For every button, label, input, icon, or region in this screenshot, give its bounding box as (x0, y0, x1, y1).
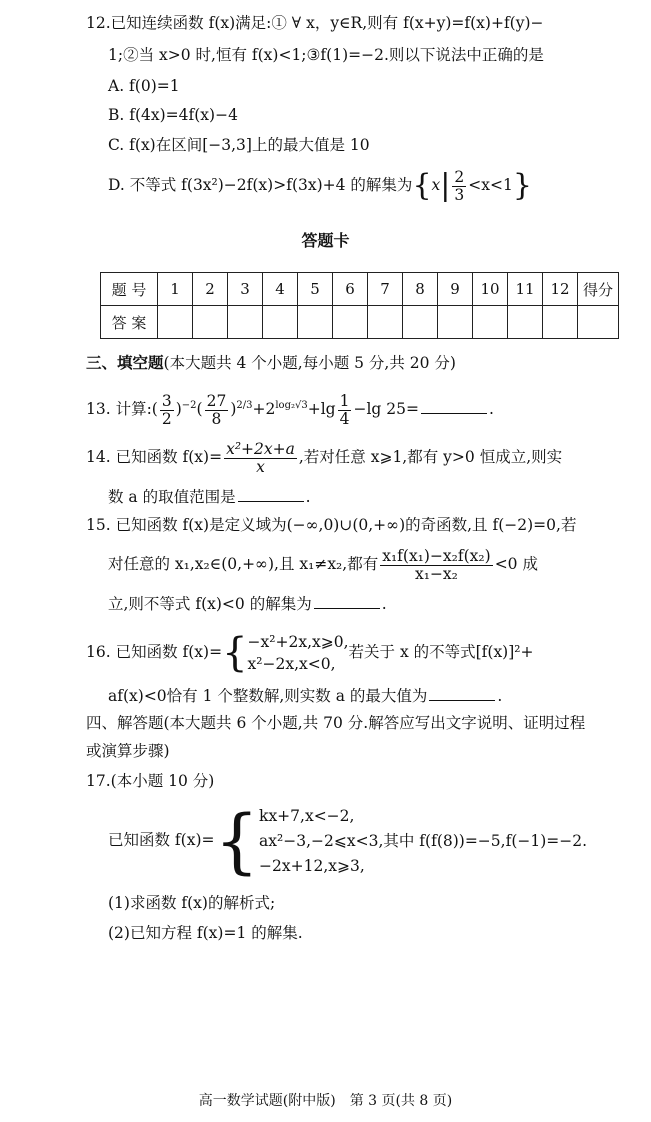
card-num: 2 (193, 273, 228, 306)
frac-den: 8 (211, 409, 222, 428)
answer-card-title: 答题卡 (301, 231, 350, 250)
q16-case2: x²−2x,x<0, (247, 655, 336, 673)
answer-cell[interactable] (158, 306, 193, 339)
q13-frac2 (205, 393, 229, 428)
q13-pre: 13. 计算:( (86, 400, 158, 419)
answer-cell[interactable] (263, 306, 298, 339)
card-num: 4 (263, 273, 298, 306)
q17-head: 17.(本小题 10 分) (86, 772, 215, 790)
q13-lg: +lg (307, 400, 336, 419)
q12-option-c: C. f(x)在区间[−3,3]上的最大值是 10 (108, 136, 370, 154)
q13-line: 13. 计算:( $\frac{3}{2}$ )$^{-2}$( $\frac{27}{8}$ )$^{2/3}+2^{log_2√3}+\lg$ $\frac{1}{4}$ −lg 25= . (86, 391, 494, 428)
q13-tail: −lg 25= (353, 400, 419, 419)
card-num: 11 (508, 273, 543, 306)
card-num: 12 (543, 273, 578, 306)
q16-case1: −x²+2x,x⩾0, (247, 633, 349, 651)
q15-line3: 立,则不等式 f(x)<0 的解集为 . (108, 595, 387, 613)
q15-fraction (380, 548, 492, 583)
page-footer: 高一数学试题(附中版) 第 3 页(共 8 页) (198, 1093, 453, 1109)
answer-cell[interactable] (473, 306, 508, 339)
card-num: 10 (473, 273, 508, 306)
answer-cell[interactable] (193, 306, 228, 339)
score-cell[interactable] (578, 306, 619, 339)
q16-line1 (86, 628, 533, 676)
frac-num: x₁f(x₁)−x₂f(x₂) (382, 546, 491, 565)
set-open-brace: { (412, 168, 432, 203)
q12-line1: 12.已知连续函数 f(x)满足:① ∀ x，y∈R,则有 f(x+y)=f(x)+f(y)− (86, 14, 544, 32)
frac-num: 1 (339, 391, 350, 410)
answer-cell[interactable] (403, 306, 438, 339)
q17-part2: (2)已知方程 f(x)=1 的解集. (108, 924, 303, 942)
q15-line1: 15. 已知函数 f(x)是定义域为(−∞,0)∪(0,+∞)的奇函数,且 f(−2)=0,若 (86, 516, 577, 534)
q17-case1: kx+7,x<−2, (259, 806, 355, 825)
q17-part1: (1)求函数 f(x)的解析式; (108, 894, 276, 912)
section4-line1: 四、解答题(本大题共 6 个小题,共 70 分.解答应写出文字说明、证明过程 (86, 714, 586, 732)
q17-case-brace: { (214, 800, 260, 882)
card-num: 1 (158, 273, 193, 306)
q13-answer-blank[interactable] (421, 399, 487, 414)
q16-pre: 16. 已知函数 f(x)= (86, 643, 223, 661)
answer-card-table (100, 272, 619, 339)
answer-cell[interactable] (228, 306, 263, 339)
q12-option-d-text: D. 不等式 f(3x²)−2f(x)>f(3x)+4 的解集为 (108, 176, 413, 194)
q14-post: ,若对任意 x⩾1,都有 y>0 恒成立,则实 (298, 448, 563, 466)
q14-line2: 数 a 的取值范围是 . (108, 488, 311, 506)
answer-card-row-answers (101, 306, 619, 339)
q14-answer-blank[interactable] (238, 487, 304, 502)
frac-den: 4 (339, 409, 350, 428)
frac-den: x₁−x₂ (414, 564, 458, 583)
answer-cell[interactable] (508, 306, 543, 339)
q16-cases (248, 631, 349, 675)
q17-cases (259, 804, 587, 879)
q12-fraction (452, 169, 466, 204)
q13-frac1 (160, 393, 174, 428)
q12-option-a: A. f(0)=1 (108, 77, 180, 95)
q15-line3-text: 立,则不等式 f(x)<0 的解集为 (108, 595, 312, 613)
score-label: 得分 (578, 273, 619, 306)
q16-post: 若关于 x 的不等式[f(x)]²+ (348, 643, 534, 661)
card-num: 7 (368, 273, 403, 306)
q12-option-d (108, 168, 532, 204)
card-num: 6 (333, 273, 368, 306)
section3-heading: 三、填空题 (86, 353, 164, 372)
q16-answer-blank[interactable] (429, 686, 495, 701)
frac-num: 27 (206, 391, 227, 410)
set-close-brace: } (512, 168, 532, 203)
q12-line2: 1;②当 x>0 时,恒有 f(x)<1;③f(1)=−2.则以下说法中正确的是 (108, 46, 544, 64)
row-label-number: 题 号 (101, 273, 158, 306)
q13-exp3: log₂√3 (275, 400, 308, 411)
frac-num: 3 (161, 391, 172, 410)
frac-den: 3 (454, 185, 465, 204)
q13-exp2: 2/3 (236, 400, 253, 411)
answer-cell[interactable] (438, 306, 473, 339)
q14-line2-text: 数 a 的取值范围是 (108, 488, 236, 506)
section3-heading-line (86, 352, 456, 374)
frac-num: 2 (454, 167, 465, 186)
section3-note: (本大题共 4 个小题,每小题 5 分,共 20 分) (163, 354, 456, 372)
q16-case-brace: { (222, 630, 248, 676)
q16-line2-text: af(x)<0恰有 1 个整数解,则实数 a 的最大值为 (108, 687, 428, 705)
q13-exp1: −2 (181, 400, 197, 411)
answer-card-row-numbers (101, 273, 619, 306)
q17-pre: 已知函数 f(x)= (108, 831, 215, 849)
q15-line2-post: <0 成 (494, 555, 538, 573)
frac-den: 2 (161, 409, 172, 428)
card-num: 9 (438, 273, 473, 306)
section4-line2: 或演算步骤) (86, 742, 170, 760)
q12-option-b: B. f(4x)=4f(x)−4 (108, 106, 238, 124)
answer-cell[interactable] (368, 306, 403, 339)
card-num: 8 (403, 273, 438, 306)
row-label-answer: 答 案 (101, 306, 158, 339)
q13-mid: +2 (252, 400, 276, 419)
set-bar: | (440, 168, 451, 203)
q15-line2-pre: 对任意的 x₁,x₂∈(0,+∞),且 x₁≠x₂,都有 (108, 555, 379, 573)
frac-num: x²+2x+a (226, 439, 295, 458)
q14-line1 (86, 438, 562, 476)
q13-frac3 (338, 393, 352, 428)
answer-cell[interactable] (333, 306, 368, 339)
card-num: 3 (228, 273, 263, 306)
frac-den: x (256, 457, 265, 476)
q16-line2: af(x)<0恰有 1 个整数解,则实数 a 的最大值为 . (108, 687, 503, 705)
q17-case2: ax²−3,−2⩽x<3,其中 f(f(8))=−5,f(−1)=−2. (259, 831, 588, 850)
q14-fraction (224, 441, 297, 476)
q15-answer-blank[interactable] (314, 594, 380, 609)
q14-pre: 14. 已知函数 f(x)= (86, 448, 223, 466)
answer-cell[interactable] (298, 306, 333, 339)
set-var: x (431, 176, 441, 194)
q17-function (108, 800, 587, 880)
answer-cell[interactable] (543, 306, 578, 339)
q17-case3: −2x+12,x⩾3, (259, 856, 365, 875)
card-num: 5 (298, 273, 333, 306)
set-tail: <x<1 (468, 176, 513, 194)
q15-line2 (108, 545, 538, 583)
